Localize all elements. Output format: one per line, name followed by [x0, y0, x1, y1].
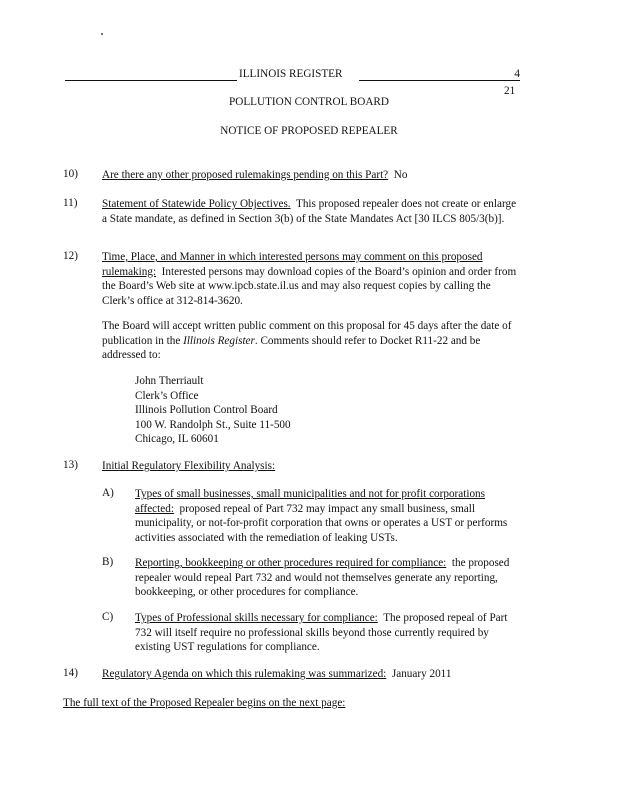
subitem-a — [135, 487, 522, 545]
comment-text-end: . Comments should refer to Docket R11-22 and be addressed to: — [102, 334, 481, 361]
item-number: 13) — [63, 459, 78, 471]
subitem-c — [135, 611, 522, 655]
item-text: No — [393, 169, 408, 181]
agency-title: POLLUTION CONTROL BOARD — [229, 96, 389, 108]
subitem-heading: Types of small businesses, small municipalities and not for profit corporations affected: — [135, 488, 486, 515]
address-line: Illinois Pollution Control Board — [135, 404, 278, 416]
volume-number: 21 — [504, 85, 516, 97]
subitem-text: The proposed repeal of Part 732 will itself require no professional skills beyond those currently required by existing UST regulations for compliance. — [135, 612, 508, 653]
item-text: Interested persons may download copies of the Board’s opinion and order from the Board’s Web site at www.ipcb.state.il.us and may also request copies by calling the Clerk’s office at 312-814-3620. — [102, 265, 517, 307]
comment-paragraph — [102, 319, 522, 363]
item-13 — [102, 459, 522, 474]
footer-line — [63, 696, 523, 711]
subitem-text: proposed repeal of Part 732 may impact any small business, small municipality, or not-for-profit corporation that owns or operates a UST or performs activities associated with the remediation of leaking USTs. — [135, 502, 508, 544]
subitem-heading: Types of Professional skills necessary for compliance: — [135, 612, 378, 624]
subitem-letter: C) — [102, 611, 114, 623]
subitem-heading: Reporting, bookkeeping or other procedures required for compliance: — [135, 557, 447, 569]
item-14 — [102, 667, 522, 682]
item-number: 14) — [63, 667, 78, 679]
item-12 — [102, 250, 522, 308]
item-text: January 2011 — [391, 668, 452, 680]
item-11 — [102, 197, 522, 226]
item-heading: Time, Place, and Manner in which interested persons may comment on this proposed rulemaking: — [102, 251, 483, 278]
item-heading: Are there any other proposed rulemakings pending on this Part? — [102, 169, 389, 181]
address-line: Chicago, IL 60601 — [135, 433, 219, 445]
item-number: 10) — [63, 168, 78, 180]
item-number: 12) — [63, 250, 78, 262]
address-line: 100 W. Randolph St., Suite 11-500 — [135, 418, 291, 431]
address-line: Clerk’s Office — [135, 389, 199, 402]
subitem-letter: A) — [102, 487, 114, 499]
header-rule-right — [359, 80, 520, 81]
subitem-letter: B) — [102, 556, 114, 568]
item-heading: Regulatory Agenda on which this rulemaking was summarized: — [102, 668, 387, 680]
page-number: 4 — [514, 68, 520, 80]
subitem-b — [135, 556, 522, 600]
mailing-address — [135, 374, 435, 447]
register-header — [65, 68, 520, 82]
notice-title: NOTICE OF PROPOSED REPEALER — [220, 125, 398, 137]
address-line: John Therriault — [135, 375, 204, 387]
comment-text: The Board will accept written public comment on this proposal for 45 days after the date of publication in the — [102, 320, 512, 347]
footer-text: The full text of the Proposed Repealer begins on the next page: — [63, 697, 346, 709]
item-heading: Statement of Statewide Policy Objectives. — [102, 198, 291, 210]
item-heading: Initial Regulatory Flexibility Analysis: — [102, 460, 276, 472]
register-title: ILLINOIS REGISTER — [239, 68, 343, 80]
item-10 — [102, 168, 522, 183]
stray-mark — [101, 33, 103, 35]
header-rule-left — [65, 80, 237, 81]
subitem-text: the proposed repealer would repeal Part 732 and would not themselves generate any reporting, bookkeeping, or other procedures for compliance. — [135, 557, 510, 598]
item-text: This proposed repealer does not create or enlarge a State mandate, as defined in Section 3(b) of the State Mandates Act [30 ILCS 805/3(b)]. — [102, 198, 517, 225]
register-italic: Illinois Register — [183, 334, 255, 347]
item-number: 11) — [63, 197, 78, 209]
